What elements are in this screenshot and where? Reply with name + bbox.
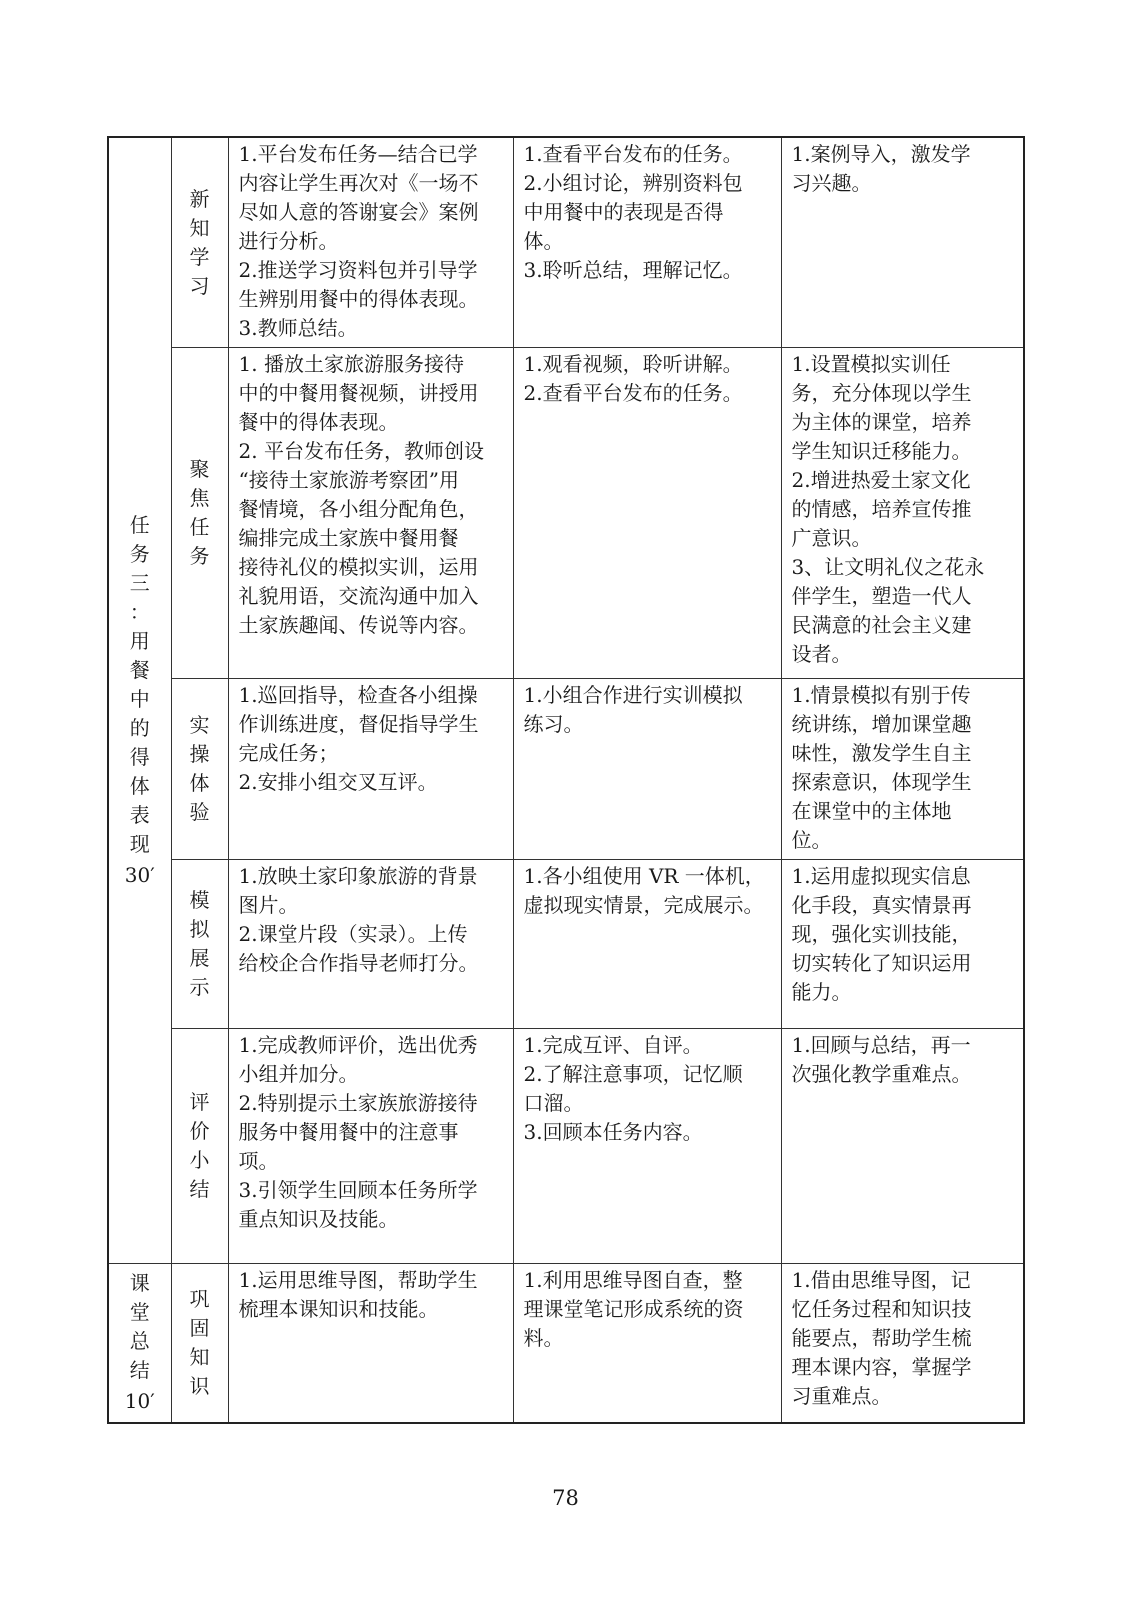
text-line: “接待土家旅游考察团”用 xyxy=(238,468,459,492)
student-activity-cell xyxy=(513,1029,781,1264)
phase-cell xyxy=(171,348,228,679)
phase-char: 操 xyxy=(189,742,210,766)
section-title-cell xyxy=(108,137,171,1264)
phase-char: 体 xyxy=(189,771,210,795)
section-title-char: ： xyxy=(129,600,150,624)
text-line: 1.平台发布任务—结合已学 xyxy=(238,142,478,166)
text-line: 3.聆听总结，理解记忆。 xyxy=(523,258,743,282)
text-line: 学生知识迁移能力。 xyxy=(791,439,972,463)
phase-cell xyxy=(171,679,228,860)
teacher-activity-cell-text xyxy=(229,679,513,801)
teacher-activity-cell xyxy=(228,679,513,860)
design-intent-cell xyxy=(781,860,1024,1029)
table-row xyxy=(108,137,1024,348)
design-intent-cell-text xyxy=(782,1264,1024,1415)
text-line: 习重难点。 xyxy=(791,1384,892,1408)
lesson-plan-table xyxy=(107,136,1025,1424)
phase-char: 习 xyxy=(189,273,210,298)
text-line: 习兴趣。 xyxy=(791,171,872,195)
text-line: 1.回顾与总结，再一 xyxy=(791,1033,971,1057)
text-line: 2.课堂片段（实录）。上传 xyxy=(238,922,468,946)
text-line: 1.观看视频，聆听讲解。 xyxy=(523,352,743,376)
text-line: 餐中的得体表现。 xyxy=(238,410,399,434)
text-line: 1.巡回指导，检查各小组操 xyxy=(238,683,478,707)
text-line: 1.案例导入，激发学 xyxy=(791,142,971,166)
phase-cell xyxy=(171,860,228,1029)
section-title-cell xyxy=(108,1264,171,1423)
text-line: 2.小组讨论，辨别资料包 xyxy=(523,171,743,195)
text-line: 为主体的课堂，培养 xyxy=(791,410,972,434)
text-line: 2.特别提示土家族旅游接待 xyxy=(238,1091,478,1115)
text-line: 3.回顾本任务内容。 xyxy=(523,1120,703,1144)
text-line: 给校企合作指导老师打分。 xyxy=(238,951,479,975)
section-title-char: 体 xyxy=(129,774,150,798)
text-line: 料。 xyxy=(523,1326,564,1350)
design-intent-cell-text xyxy=(782,348,1024,673)
section-title-char: 结 xyxy=(129,1358,150,1383)
phase-char: 固 xyxy=(189,1315,210,1340)
text-line: 内容让学生再次对《一场不 xyxy=(238,171,479,195)
text-line: 民满意的社会主义建 xyxy=(791,613,972,637)
text-line: 1. 播放土家旅游服务接待 xyxy=(238,352,464,376)
text-line: 1.借由思维导图，记 xyxy=(791,1268,971,1292)
text-line: 2.安排小组交叉互评。 xyxy=(238,770,438,794)
design-intent-cell xyxy=(781,1029,1024,1264)
section-title-char: 务 xyxy=(129,542,150,566)
teacher-activity-cell xyxy=(228,348,513,679)
design-intent-cell-text xyxy=(782,138,1024,202)
student-activity-cell xyxy=(513,1264,781,1423)
phase-char: 模 xyxy=(189,888,210,912)
section-title-char: 表 xyxy=(129,803,150,827)
student-activity-cell-text xyxy=(514,860,781,924)
phase-char: 评 xyxy=(189,1090,210,1114)
design-intent-cell-text xyxy=(782,860,1024,1011)
section-time: 30′ xyxy=(124,863,155,887)
student-activity-cell-text xyxy=(514,1029,781,1151)
text-line: 重点知识及技能。 xyxy=(238,1207,399,1231)
text-line: 服务中餐用餐中的注意事 xyxy=(238,1120,459,1144)
text-line: 2.了解注意事项，记忆顺 xyxy=(523,1062,743,1086)
student-activity-cell-text xyxy=(514,679,781,743)
text-line: 能力。 xyxy=(791,980,852,1004)
text-line: 务，充分体现以学生 xyxy=(791,381,972,405)
phase-char: 实 xyxy=(189,713,210,737)
text-line: 1.各小组使用 VR 一体机， xyxy=(523,864,765,888)
teacher-activity-cell xyxy=(228,1029,513,1264)
section-title-char: 堂 xyxy=(129,1300,150,1325)
section-title-char: 任 xyxy=(129,513,150,537)
teacher-activity-cell-text xyxy=(229,1029,513,1238)
text-line: 位。 xyxy=(791,828,832,852)
text-line: 中的中餐用餐视频，讲授用 xyxy=(238,381,479,405)
phase-char: 识 xyxy=(189,1373,210,1398)
section-title-char: 用 xyxy=(129,629,150,653)
section-title-char: 课 xyxy=(129,1271,150,1296)
text-line: 能要点，帮助学生梳 xyxy=(791,1326,972,1350)
table-row xyxy=(108,1264,1024,1423)
design-intent-cell xyxy=(781,348,1024,679)
text-line: 完成任务； xyxy=(238,741,339,765)
student-activity-cell xyxy=(513,860,781,1029)
text-line: 3.教师总结。 xyxy=(238,316,358,340)
text-line: 1.放映土家印象旅游的背景 xyxy=(238,864,478,888)
text-line: 编排完成土家族中餐用餐 xyxy=(238,526,459,550)
text-line: 理本课内容，掌握学 xyxy=(791,1355,972,1379)
section-title-char: 餐 xyxy=(129,658,150,682)
text-line: 1.运用虚拟现实信息 xyxy=(791,864,971,888)
phase-char: 小 xyxy=(189,1148,210,1172)
phase-char: 展 xyxy=(189,946,210,970)
text-line: 接待礼仪的模拟实训，运用 xyxy=(238,555,479,579)
phase-char: 价 xyxy=(189,1119,210,1143)
text-line: 图片。 xyxy=(238,893,299,917)
text-line: 餐情境，各小组分配角色， xyxy=(238,497,479,521)
text-line: 1.设置模拟实训任 xyxy=(791,352,951,376)
student-activity-cell xyxy=(513,137,781,348)
text-line: 中用餐中的表现是否得 xyxy=(523,200,724,224)
design-intent-cell-text xyxy=(782,679,1024,859)
text-line: 探索意识，体现学生 xyxy=(791,770,972,794)
text-line: 广意识。 xyxy=(791,526,872,550)
text-line: 现，强化实训技能， xyxy=(791,922,972,946)
text-line: 1.查看平台发布的任务。 xyxy=(523,142,743,166)
design-intent-cell xyxy=(781,137,1024,348)
text-line: 尽如人意的答谢宴会》案例 xyxy=(238,200,479,224)
text-line: 体。 xyxy=(523,229,564,253)
table-row xyxy=(108,348,1024,679)
text-line: 理课堂笔记形成系统的资 xyxy=(523,1297,744,1321)
page-number: 78 xyxy=(552,1486,579,1510)
text-line: 设者。 xyxy=(791,642,852,666)
table-body xyxy=(108,137,1024,1423)
phase-char: 验 xyxy=(189,800,210,824)
section-title-char: 的 xyxy=(129,716,150,740)
student-activity-cell-text xyxy=(514,348,781,412)
text-line: 忆任务过程和知识技 xyxy=(791,1297,972,1321)
text-line: 虚拟现实情景，完成展示。 xyxy=(523,893,764,917)
text-line: 3、让文明礼仪之花永 xyxy=(791,555,985,579)
design-intent-cell xyxy=(781,679,1024,860)
text-line: 化手段，真实情景再 xyxy=(791,893,972,917)
text-line: 生辨别用餐中的得体表现。 xyxy=(238,287,479,311)
section-title-char: 总 xyxy=(129,1329,150,1354)
text-line: 土家族趣闻、传说等内容。 xyxy=(238,613,479,637)
text-line: 2. 平台发布任务，教师创设 xyxy=(238,439,484,463)
teacher-activity-cell-text xyxy=(229,1264,513,1328)
text-line: 梳理本课知识和技能。 xyxy=(238,1297,439,1321)
teacher-activity-cell-text xyxy=(229,860,513,982)
text-line: 2.查看平台发布的任务。 xyxy=(523,381,743,405)
text-line: 1.完成互评、自评。 xyxy=(523,1033,703,1057)
student-activity-cell xyxy=(513,348,781,679)
table-row xyxy=(108,860,1024,1029)
phase-cell xyxy=(171,1029,228,1264)
text-line: 味性，激发学生自主 xyxy=(791,741,972,765)
design-intent-cell xyxy=(781,1264,1024,1423)
teacher-activity-cell-text xyxy=(229,348,513,644)
text-line: 1.情景模拟有别于传 xyxy=(791,683,971,707)
section-title-char: 得 xyxy=(129,745,150,769)
text-line: 3.引领学生回顾本任务所学 xyxy=(238,1178,478,1202)
student-activity-cell xyxy=(513,679,781,860)
text-line: 1.运用思维导图，帮助学生 xyxy=(238,1268,478,1292)
text-line: 1.利用思维导图自查，整 xyxy=(523,1268,743,1292)
student-activity-cell-text xyxy=(514,138,781,289)
section-title-char: 三 xyxy=(129,571,150,595)
phase-char: 新 xyxy=(189,186,210,211)
phase-char: 聚 xyxy=(189,457,210,481)
text-line: 项。 xyxy=(238,1149,279,1173)
phase-char: 拟 xyxy=(189,917,210,941)
text-line: 2.推送学习资料包并引导学 xyxy=(238,258,478,282)
phase-char: 示 xyxy=(189,975,210,999)
phase-char: 知 xyxy=(189,1344,210,1369)
text-line: 口溜。 xyxy=(523,1091,584,1115)
phase-char: 务 xyxy=(189,544,210,568)
teacher-activity-cell-text xyxy=(229,138,513,347)
section-time: 10′ xyxy=(124,1389,155,1414)
section-title-char: 现 xyxy=(129,832,150,856)
design-intent-cell-text xyxy=(782,1029,1024,1093)
text-line: 在课堂中的主体地 xyxy=(791,799,952,823)
phase-char: 学 xyxy=(189,244,210,269)
teacher-activity-cell xyxy=(228,137,513,348)
teacher-activity-cell xyxy=(228,860,513,1029)
text-line: 作训练进度，督促指导学生 xyxy=(238,712,479,736)
table-row xyxy=(108,1029,1024,1264)
section-title-char: 中 xyxy=(129,687,150,711)
phase-char: 知 xyxy=(189,215,210,240)
text-line: 切实转化了知识运用 xyxy=(791,951,972,975)
phase-char: 结 xyxy=(189,1177,210,1201)
text-line: 统讲练，增加课堂趣 xyxy=(791,712,972,736)
text-line: 次强化教学重难点。 xyxy=(791,1062,972,1086)
text-line: 1.完成教师评价，选出优秀 xyxy=(238,1033,478,1057)
text-line: 2.增进热爱土家文化 xyxy=(791,468,971,492)
text-line: 1.小组合作进行实训模拟 xyxy=(523,683,743,707)
phase-cell xyxy=(171,137,228,348)
phase-char: 巩 xyxy=(189,1286,210,1311)
phase-char: 焦 xyxy=(189,486,210,510)
table-row xyxy=(108,679,1024,860)
text-line: 小组并加分。 xyxy=(238,1062,359,1086)
student-activity-cell-text xyxy=(514,1264,781,1357)
text-line: 的情感，培养宣传推 xyxy=(791,497,972,521)
teacher-activity-cell xyxy=(228,1264,513,1423)
phase-cell xyxy=(171,1264,228,1423)
text-line: 进行分析。 xyxy=(238,229,339,253)
phase-char: 任 xyxy=(189,515,210,539)
text-line: 练习。 xyxy=(523,712,584,736)
text-line: 礼貌用语，交流沟通中加入 xyxy=(238,584,479,608)
text-line: 伴学生，塑造一代人 xyxy=(791,584,972,608)
